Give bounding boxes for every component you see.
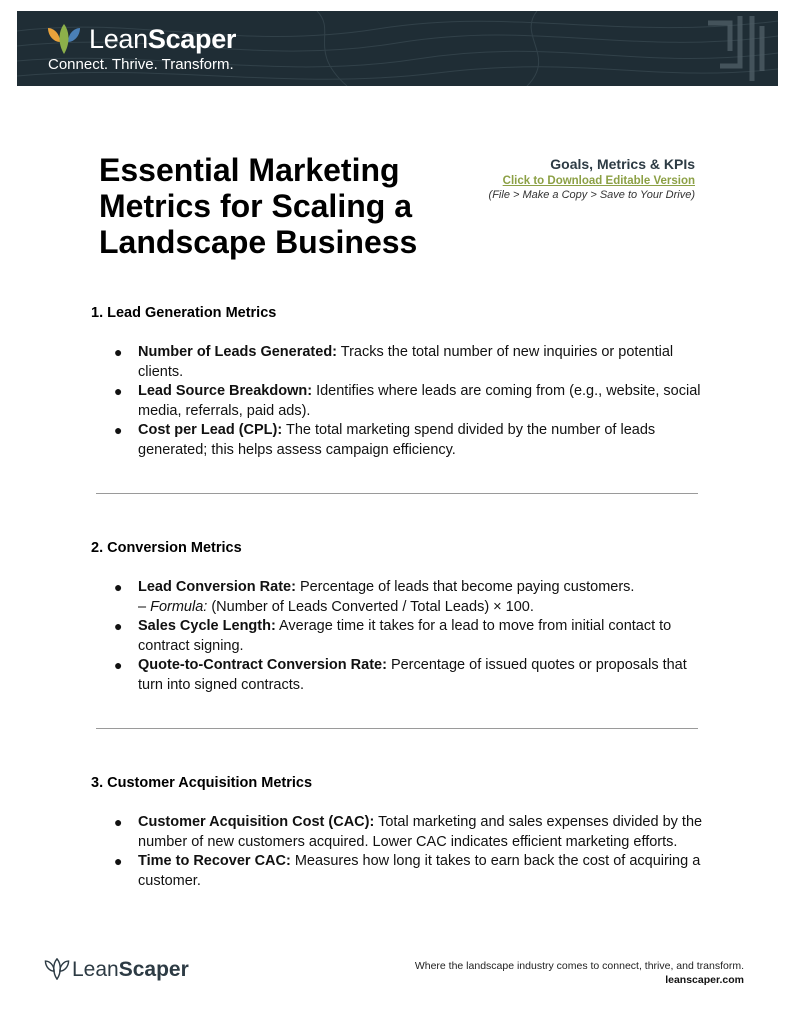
document-category: Goals, Metrics & KPIs xyxy=(550,156,695,172)
footer-url[interactable]: leanscaper.com xyxy=(665,974,744,986)
brand-name-bold: Scaper xyxy=(147,24,237,54)
bullet-icon: ● xyxy=(114,814,123,830)
bullet-icon: ● xyxy=(114,344,123,360)
brand-tagline: Connect. Thrive. Transform. xyxy=(48,56,234,73)
brand-name-light: Lean xyxy=(89,24,148,54)
formula-text: (Number of Leads Converted / Total Leads) × 100. xyxy=(207,598,534,615)
formula-label: Formula: xyxy=(150,598,208,615)
list-item xyxy=(91,617,711,656)
metric-description: Percentage of issued quotes or proposals that turn into signed contracts. xyxy=(138,657,687,693)
bullet-icon: ● xyxy=(114,422,123,438)
list-item xyxy=(91,343,711,382)
metric-description: Measures how long it takes to earn back the cost of acquiring a customer. xyxy=(138,853,701,889)
metric-term: Quote-to-Contract Conversion Rate: xyxy=(138,657,387,673)
list-item xyxy=(91,852,711,891)
download-note: (File > Make a Copy > Save to Your Drive) xyxy=(488,189,695,201)
metric-list xyxy=(91,813,711,891)
formula-prefix: – xyxy=(138,598,151,615)
section-lead-generation xyxy=(91,305,711,460)
bullet-icon: ● xyxy=(114,579,123,595)
metric-list xyxy=(91,578,711,695)
section-customer-acquisition xyxy=(91,775,711,891)
list-item xyxy=(91,382,711,421)
bullet-icon: ● xyxy=(114,618,123,634)
brand-name xyxy=(89,23,236,55)
footer-brand-light: Lean xyxy=(72,958,119,981)
metric-term: Cost per Lead (CPL): xyxy=(138,422,283,438)
footer-brand xyxy=(72,957,189,983)
list-item xyxy=(91,421,711,460)
section-heading: 3. Customer Acquisition Metrics xyxy=(91,775,313,791)
decorative-lines-icon xyxy=(700,11,772,86)
leanscaper-logo-icon xyxy=(46,24,82,54)
section-conversion xyxy=(91,540,711,695)
footer-brand-bold: Scaper xyxy=(118,958,189,981)
header-banner xyxy=(17,11,778,86)
metric-description: Total marketing and sales expenses divided by the number of new customers acquired. Lower CAC indicates efficient marketing efforts. xyxy=(138,814,703,850)
download-link[interactable]: Click to Download Editable Version xyxy=(502,175,695,187)
metric-description: The total marketing spend divided by the number of leads generated; this helps assess campaign efficiency. xyxy=(138,422,656,458)
metric-term: Lead Source Breakdown: xyxy=(138,383,313,399)
document-title: Essential Marketing Metrics for Scaling a Landscape Business xyxy=(99,152,418,260)
metric-description: Identifies where leads are coming from (e.g., website, social media, referrals, paid ads). xyxy=(138,383,701,419)
metric-term: Sales Cycle Length: xyxy=(138,618,276,634)
section-divider xyxy=(96,493,698,494)
list-item xyxy=(91,813,711,852)
bullet-icon: ● xyxy=(114,383,123,399)
bullet-icon: ● xyxy=(114,657,123,673)
metric-description: Tracks the total number of new inquiries or potential clients. xyxy=(138,344,674,380)
metric-term: Number of Leads Generated: xyxy=(138,344,338,360)
section-divider xyxy=(96,728,698,729)
list-item xyxy=(91,656,711,695)
list-item xyxy=(91,578,711,617)
metric-term: Time to Recover CAC: xyxy=(138,853,291,869)
leanscaper-footer-logo-icon xyxy=(44,958,70,980)
footer-tagline: Where the landscape industry comes to connect, thrive, and transform. xyxy=(414,960,744,972)
section-heading: 2. Conversion Metrics xyxy=(91,540,242,556)
metric-list xyxy=(91,343,711,460)
section-heading: 1. Lead Generation Metrics xyxy=(91,305,277,321)
metric-term: Customer Acquisition Cost (CAC): xyxy=(138,814,375,830)
metric-description: Percentage of leads that become paying customers. xyxy=(295,579,635,595)
metric-term: Lead Conversion Rate: xyxy=(138,579,296,595)
metric-description: Average time it takes for a lead to move from initial contact to contract signing. xyxy=(138,618,672,654)
document-meta xyxy=(395,156,695,201)
bullet-icon: ● xyxy=(114,853,123,869)
